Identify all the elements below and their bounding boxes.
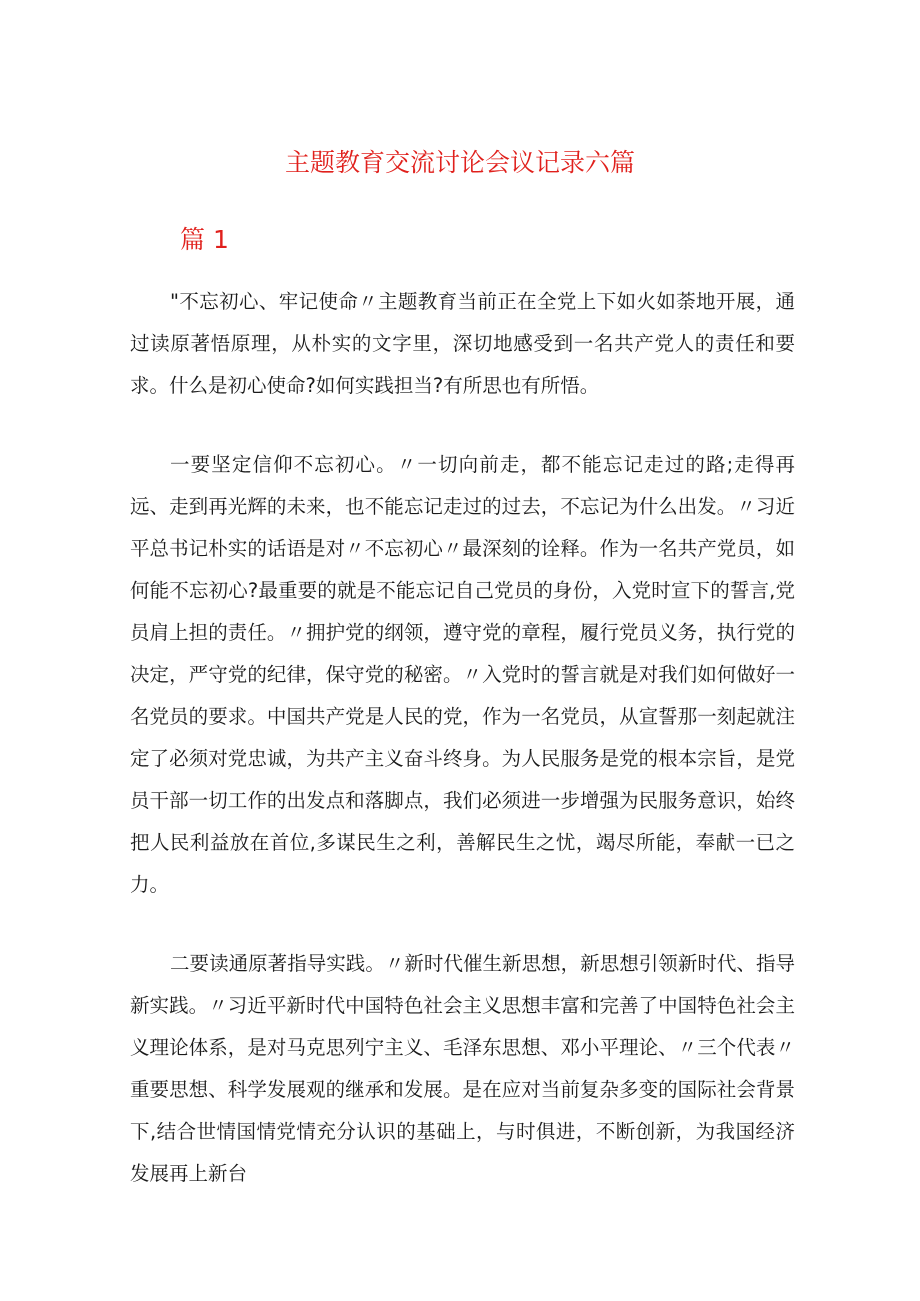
- paragraph-intro: "不忘初心、牢记使命〃主题教育当前正在全党上下如火如荼地开展，通过读原著悟原理，从朴实的文字里，深切地感受到一名共产党人的责任和要求。什么是初心使命?如何实践担当?有所思也有所悟。: [130, 290, 795, 397]
- section-heading: 篇 1: [180, 225, 229, 254]
- paragraph-first-point: 一要坚定信仰不忘初心。〃一切向前走，都不能忘记走过的路;走得再远、走到再光辉的未来，也不能忘记走过的过去，不忘记为什么出发。〃习近平总书记朴实的话语是对〃不忘初心〃最深刻的诠释。作为一名共产党员，如何能不忘初心?最重要的就是不能忘记自己党员的身份，入党时宣下的誓言,党员肩上担的责任。〃拥护党的纲领，遵守党的章程，履行党员义务，执行党的决定，严守党的纪律，保守党的秘密。〃入党时的誓言就是对我们如何做好一名党员的要求。中国共产党是人民的党，作为一名党员，从宣誓那一刻起就注定了必须对党忠诚，为共产主义奋斗终身。为人民服务是党的根本宗旨，是党员干部一切工作的出发点和落脚点，我们必须进一步增强为民服务意识，始终把人民利益放在首位,多谋民生之利，善解民生之忧，竭尽所能，奉献一已之力。: [130, 453, 795, 896]
- document-title: 主题教育交流讨论会议记录六篇: [284, 148, 635, 177]
- paragraph-second-point: 二要读通原著指导实践。〃新时代催生新思想，新思想引领新时代、指导新实践。〃习近平新时代中国特色社会主义思想丰富和完善了中国特色社会主义理论体系，是对马克思列宁主义、毛泽东思想、邓小平理论、〃三个代表〃重要思想、科学发展观的继承和发展。是在应对当前复杂多变的国际社会背景下,结合世情国情党情充分认识的基础上，与时俱进，不断创新，为我国经济发展再上新台: [130, 952, 795, 1185]
